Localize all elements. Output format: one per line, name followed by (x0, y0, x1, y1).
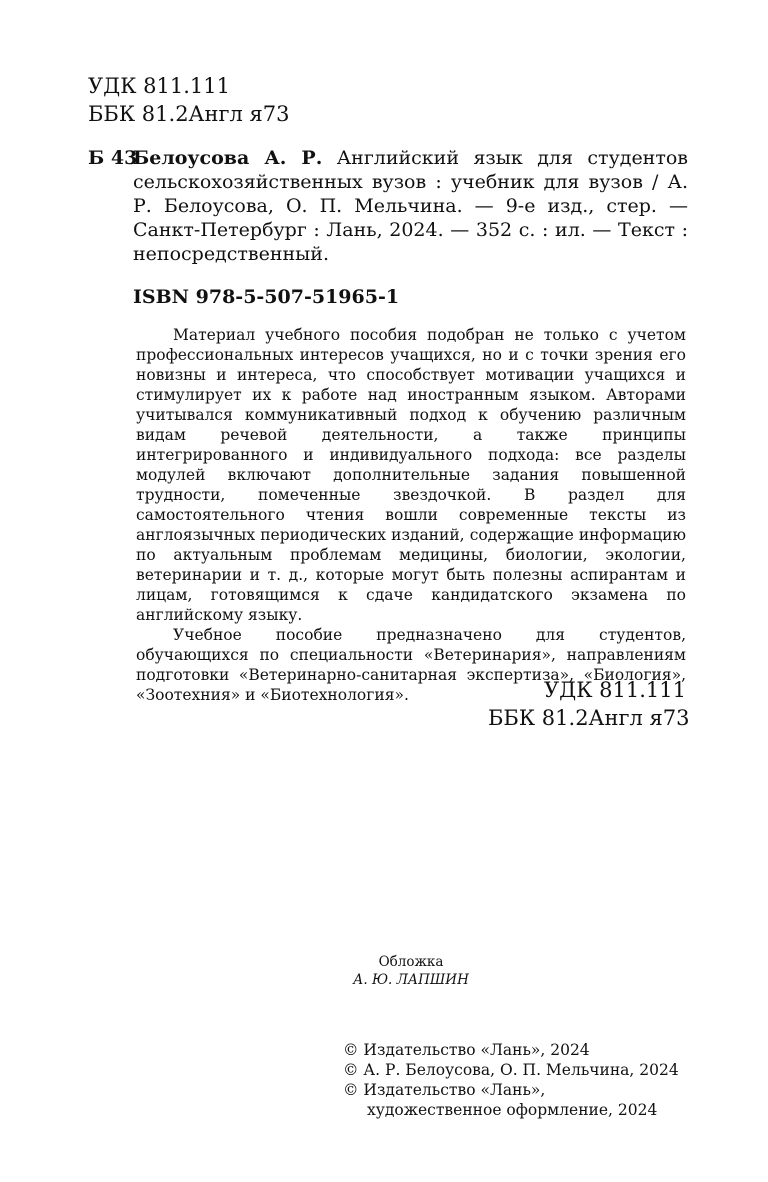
author-mark: Б 43 (88, 147, 138, 169)
bibliographic-description (133, 146, 688, 266)
bibliographic-entry (88, 146, 688, 266)
copyright-line: © Издательство «Лань», (343, 1081, 546, 1099)
annotation-paragraph: Материал учебного пособия подобран не только с учетом профессиональных интересов учащихся, но и с точки зрения его новизны и интереса, что способствует мотивации учащихся и стимулирует их к работе над иностранным языком. Авторами учитывался коммуникативный подход к обучению различным видам речевой деятельности, а также принципы интегрированного и индивидуального подхода: все разделы модулей включают дополнительные задания повышенной трудности, помеченные звездочкой. В раздел для самостоятельного чтения вошли современные тексты из англоязычных периодических изданий, содержащие информацию по актуальным проблемам медицины, биологии, экологии, ветеринарии и т. д., которые могут быть полезны аспирантам и лицам, готовящимся к сдаче кандидатского экзамена по английскому языку. (136, 326, 686, 624)
udk-code: УДК 811.111 (88, 74, 231, 98)
book-description: Английский язык для студентов сельскохозяйственных вузов : учебник для вузов / А. Р. Белоусова, О. П. Мельчина. — 9-е изд., стер. — Санкт-Петербург : Лань, 2024. — 352 с. : ил. — Текст : непосредственный. (133, 147, 688, 265)
copyright-line: © Издательство «Лань», 2024 (343, 1041, 590, 1059)
bottom-classification-codes (488, 676, 690, 732)
author-name: Белоусова А. Р. (133, 147, 323, 169)
cover-credit (340, 953, 482, 989)
copyright-block (343, 1040, 679, 1120)
isbn: ISBN 978-5-507-51965-1 (133, 286, 400, 308)
cover-label: Обложка (378, 954, 444, 970)
top-classification-codes (88, 72, 289, 128)
bbk-code: ББК 81.2Англ я73 (88, 102, 290, 126)
copyright-line: © А. Р. Белоусова, О. П. Мельчина, 2024 (343, 1061, 679, 1079)
annotation-paragraph: Учебное пособие предназначено для студентов, обучающихся по специальности «Ветеринария», направлениям подготовки «Ветеринарно-санитарная экспертиза», «Биология», «Зоотехния» и «Биотехнология». (136, 626, 686, 704)
udk-code-bottom: УДК 811.111 (543, 678, 686, 702)
copyright-line: художественное оформление, 2024 (367, 1101, 658, 1119)
cover-designer: А. Ю. ЛАПШИН (353, 972, 469, 988)
annotation (136, 325, 686, 705)
bbk-code-bottom: ББК 81.2Англ я73 (488, 706, 690, 730)
